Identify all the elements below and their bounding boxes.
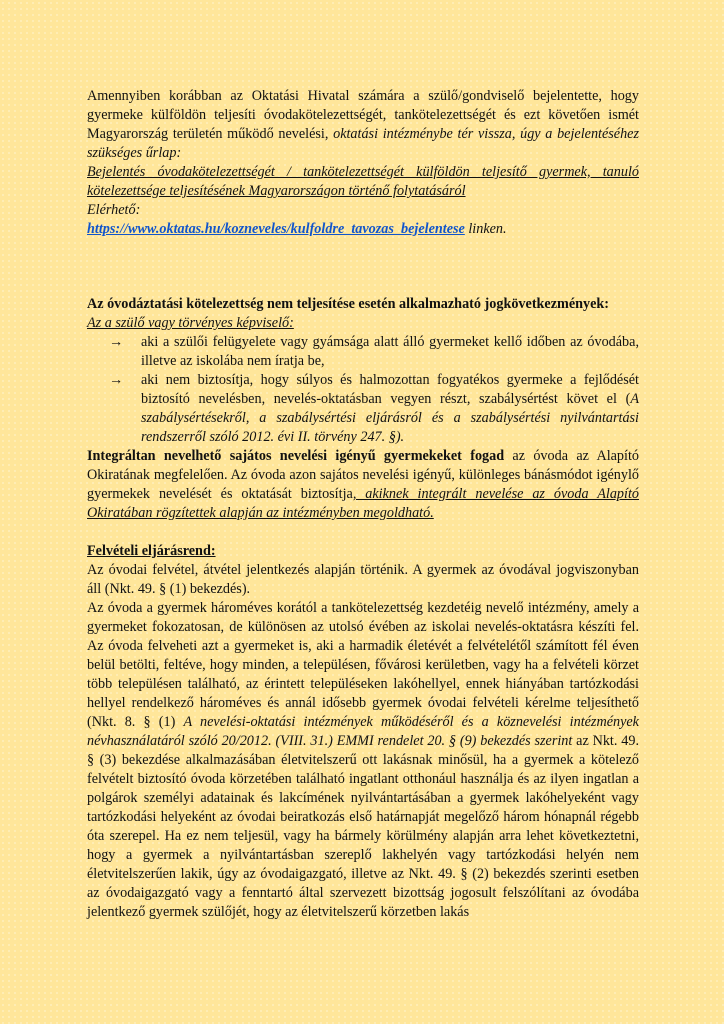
return-paragraph — [87, 87, 639, 163]
admission-text-b: az Nkt. 49. § (3) bekezdése alkalmazásában életvitelszerű ott lakásnak minősül, ha a gyermek a kötelező felvételt biztosító óvoda körzetében található ingatlant otthonául használja és az ilyen ingatlan a polgárok személyi adatainak és lakcímének nyilvántartásában a gyermek lakóhelyeként vagy tartózkodási helyeként az óvodai beiratkozás első határnapját megelőző három hónapnál régebb óta szerepel. Ha ez nem teljesül, vagy ha bármely körülmény alapján arra lehet következtetni, hogy a gyermek a nyilvántartásban szereplő lakhelyén vagy tartózkodási helyén nem életvitelszerűen lakik, úgy az óvodaigazgató, illetve az Nkt. 49. § (2) bekezdés szerinti esetben az óvodaigazgató vagy a fenntartó által szervezett bizottság jogosult felszólítani az óvodába jelentkező gyermek szülőjét, hogy az életvitelszerű körzetben lakás — [87, 733, 639, 920]
available-label — [87, 201, 639, 220]
list-item-text: aki nem biztosítja, hogy súlyos és halmozottan fogyatékos gyermeke a fejlődését biztosító nevelésben, nevelés-oktatásban vegyen részt, szabálysértést követ el ( — [141, 372, 639, 407]
return-intro-italic: oktatási intézménybe tér vissza, úgy a bejelentéséhez szükséges űrlap: — [87, 126, 640, 161]
list-item-italic: A szabálysértésekről, a szabálysértési eljárásról és a szabálysértési nyilvántartási rendszerről szóló 2012. évi II. törvény 247. §). — [141, 391, 639, 445]
admission-text-a: Az óvoda a gyermek hároméves korától a tankötelezettség kezdetéig nevelő intézmény, amely a gyermeket fokozatosan, de különösen az utolsó évében az iskolai nevelés-oktatásra készíti fel. Az óvoda felveheti azt a gyermeket is, aki a harmadik életévét a felvételétől számított fél éven belül betölti, feltéve, hogy minden, a településen, fővárosi kerületben, vagy ha a felvételi körzet több településen található, az érintett településeken lakóhellyel, ennek hiányában tartózkodási hellyel rendelkező hároméves és annál idősebb gyermek óvodai felvételi kérelme teljesíthető (Nkt. 8. § (1) — [87, 600, 639, 730]
admission-paragraph-2 — [87, 599, 639, 922]
return-intro-text: Amennyiben korábban az Oktatási Hivatal számára a szülő/gondviselő bejelentette, hogy gyermeke külföldön teljesíti óvodakötelezettségét, tankötelezettségét és ezt követően ismét Magyarország területén működő nevelési, — [87, 88, 639, 142]
spacer — [87, 239, 639, 295]
link-suffix: linken. — [464, 221, 507, 237]
list-item — [109, 333, 639, 371]
consequences-list — [87, 333, 639, 447]
form-title — [87, 163, 639, 201]
consequences-subject-text: Az a szülő vagy törvényes képviselő: — [87, 315, 294, 331]
form-title-text: Bejelentés óvodakötelezettségét / tankötelezettségét külföldön teljesítő gyermek, tanuló kötelezettsége teljesítésének Magyarországon történő folytatásáról — [87, 164, 639, 199]
arrow-right-icon: → — [109, 372, 124, 388]
integrated-text: az óvoda az Alapító Okiratának megfelelően. Az óvoda azon sajátos nevelési igényű, különleges bánásmódot igénylő gyermekek nevelését és oktatását biztosítja — [87, 448, 640, 502]
available-label-text: Elérhető: — [87, 202, 141, 218]
arrow-right-icon: → — [109, 334, 124, 350]
consequences-subject — [87, 314, 639, 333]
document-page — [87, 87, 639, 922]
oktatas-link[interactable]: https://www.oktatas.hu/kozneveles/kulfoldre_tavozas_bejelentese — [87, 221, 465, 237]
admission-italic: A nevelési-oktatási intézmények működéséről és a köznevelési intézmények névhasználatáról szóló 20/2012. (VIII. 31.) EMMI rendelet 20. § (9) bekezdés szerint — [87, 714, 639, 749]
spacer — [87, 523, 639, 542]
link-line — [87, 220, 639, 239]
admission-heading-text: Felvételi eljárásrend: — [87, 543, 216, 559]
integrated-italic: , akiknek integrált nevelése az óvoda Alapító Okiratában rögzítettek alapján az intézményben megoldható. — [87, 486, 640, 521]
consequences-heading: Az óvodáztatási kötelezettség nem teljesítése esetén alkalmazható jogkövetkezmények: — [87, 296, 610, 312]
integrated-paragraph — [87, 447, 639, 523]
admission-paragraph-1: Az óvodai felvétel, átvétel jelentkezés alapján történik. A gyermek az óvodával jogviszonyban áll (Nkt. 49. § (1) bekezdés). — [87, 562, 639, 597]
admission-heading — [87, 542, 639, 561]
integrated-bold: Integráltan nevelhető sajátos nevelési igényű gyermekeket fogad — [87, 448, 505, 464]
list-item-text: aki a szülői felügyelete vagy gyámsága alatt álló gyermeket kellő időben az óvodába, illetve az iskolába nem íratja be, — [141, 334, 639, 369]
list-item — [109, 371, 639, 447]
